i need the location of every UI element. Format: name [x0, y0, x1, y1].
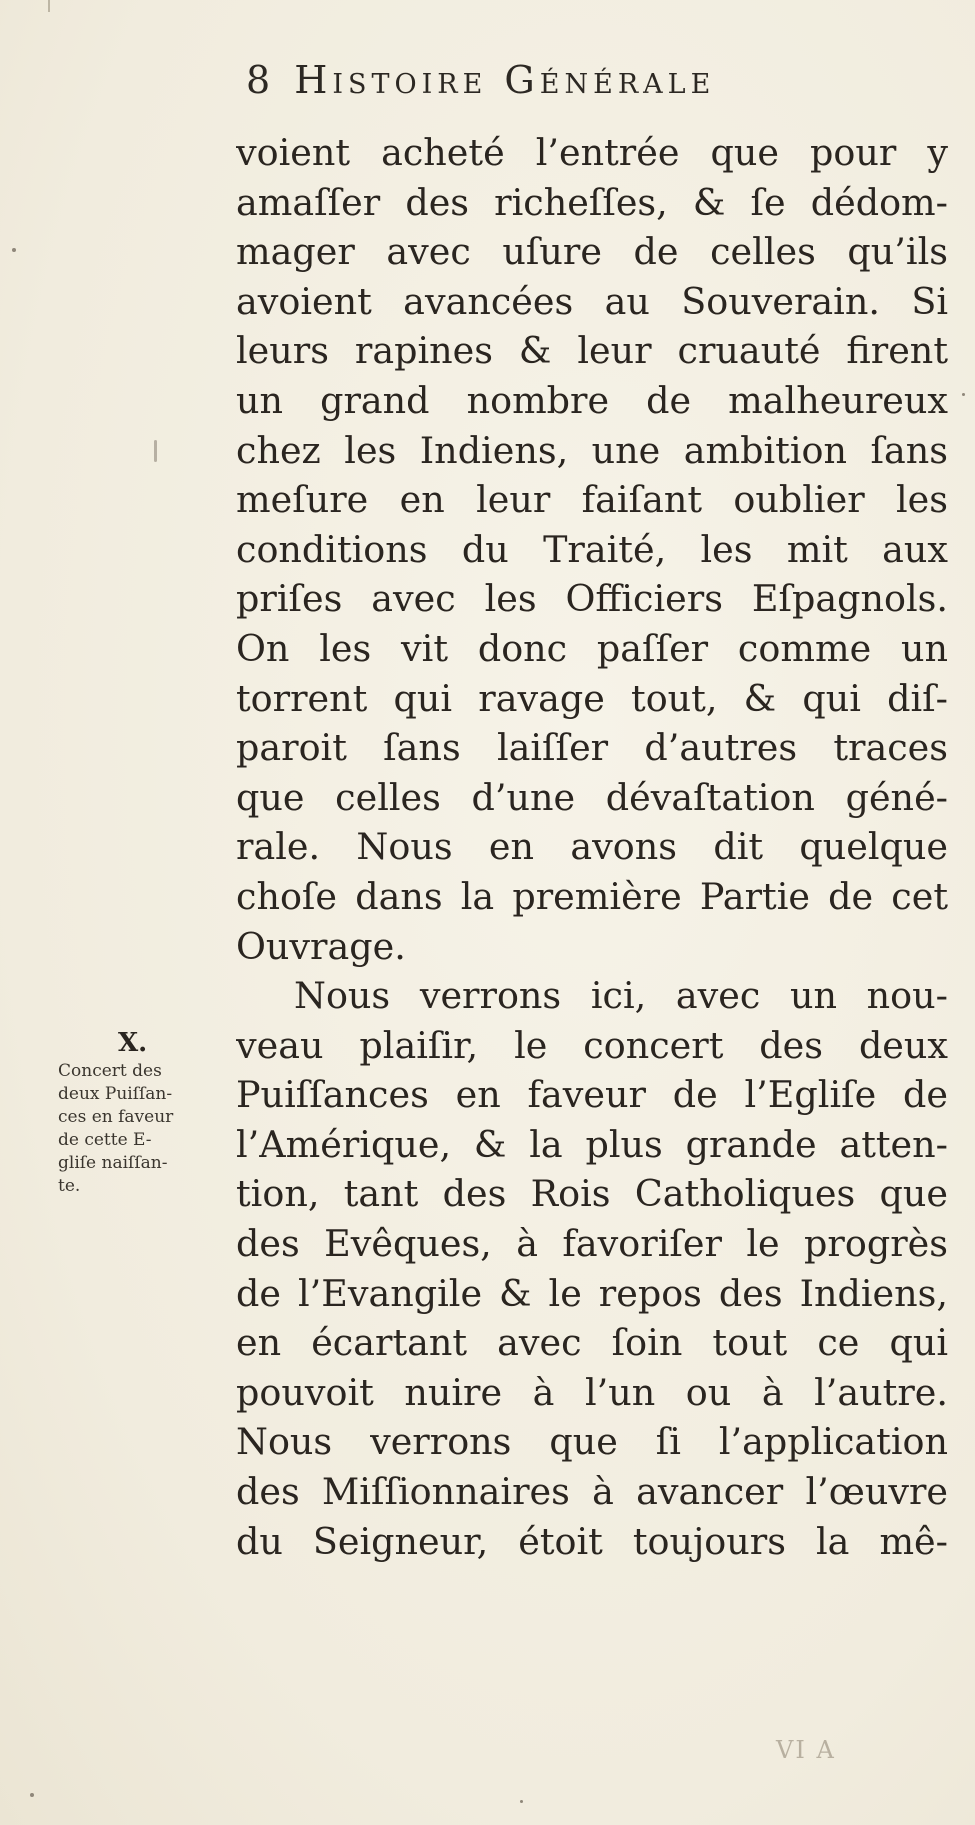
running-title: Histoire Générale	[294, 58, 716, 102]
text-line: leurs rapines & leur cruauté firent	[236, 329, 948, 373]
paper-speck	[154, 440, 157, 462]
paper-speck	[520, 1800, 523, 1803]
text-line: mager avec uſure de celles qu’ils	[236, 230, 948, 274]
text-line: torrent qui ravage tout, & qui diſ-	[236, 676, 948, 720]
text-line: Puiſſances en faveur de l’Egliſe de	[236, 1073, 948, 1117]
margin-section-number: X.	[118, 1028, 148, 1058]
text-line: priſes avec les Officiers Eſpagnols.	[236, 577, 948, 621]
paper-speck	[962, 393, 965, 396]
text-line: amaſſer des richeſſes, & ſe dédom-	[236, 180, 948, 224]
bleed-through-catchword: VI A	[776, 1736, 836, 1764]
margin-note	[58, 1060, 234, 1198]
text-line: chez les Indiens, une ambition ſans	[236, 428, 948, 472]
body-text	[236, 128, 948, 1566]
text-line: des Evêques, à favoriſer le progrès	[236, 1222, 948, 1266]
text-line: Nous verrons que ſi l’application	[236, 1420, 948, 1464]
text-line: pouvoit nuire à l’un ou à l’autre.	[236, 1370, 948, 1414]
text-line: tion, tant des Rois Catholiques que	[236, 1172, 948, 1216]
text-line: rale. Nous en avons dit quelque	[236, 825, 948, 869]
text-line: l’Amérique, & la plus grande atten-	[236, 1122, 948, 1166]
paragraph-start-line: Nous verrons ici, avec un nou-	[294, 974, 948, 1018]
paper-speck	[12, 248, 16, 252]
text-line: voient acheté l’entrée que pour y	[236, 131, 948, 174]
text-line: conditions du Traité, les mit aux	[236, 527, 948, 571]
text-line: de l’Evangile & le repos des Indiens,	[236, 1271, 948, 1315]
text-line: un grand nombre de malheureux	[236, 378, 948, 422]
margin-note-line: deux Puiſſan-	[58, 1084, 173, 1104]
paragraph-end-line: Ouvrage.	[236, 924, 406, 968]
text-line: meſure en leur faiſant oublier les	[236, 478, 948, 522]
margin-note-line: gliſe naiſſan-	[58, 1153, 168, 1173]
text-line: que celles d’une dévaſtation géné-	[236, 775, 948, 819]
text-line: avoient avancées au Souverain. Si	[236, 279, 948, 323]
page-number: 8	[246, 58, 275, 102]
text-line: du Seigneur, étoit toujours la mê-	[236, 1519, 948, 1563]
margin-note-line: te.	[58, 1176, 81, 1196]
running-header	[246, 58, 886, 114]
text-line: choſe dans la première Partie de cet	[236, 874, 948, 918]
paper-speck	[30, 1793, 34, 1797]
margin-note-line: de cette E-	[58, 1130, 152, 1150]
margin-note-line: ces en faveur	[58, 1107, 174, 1127]
text-line: en écartant avec ſoin tout ce qui	[236, 1321, 948, 1365]
page-edge-mark	[48, 0, 50, 12]
margin-note-line: Concert des	[58, 1061, 162, 1081]
text-line: des Miſſionnaires à avancer l’œuvre	[236, 1470, 948, 1514]
text-line: On les vit donc paſſer comme un	[236, 626, 948, 670]
text-line: paroit ſans laiſſer d’autres traces	[236, 726, 948, 770]
text-line: veau plaiſir, le concert des deux	[236, 1023, 948, 1067]
